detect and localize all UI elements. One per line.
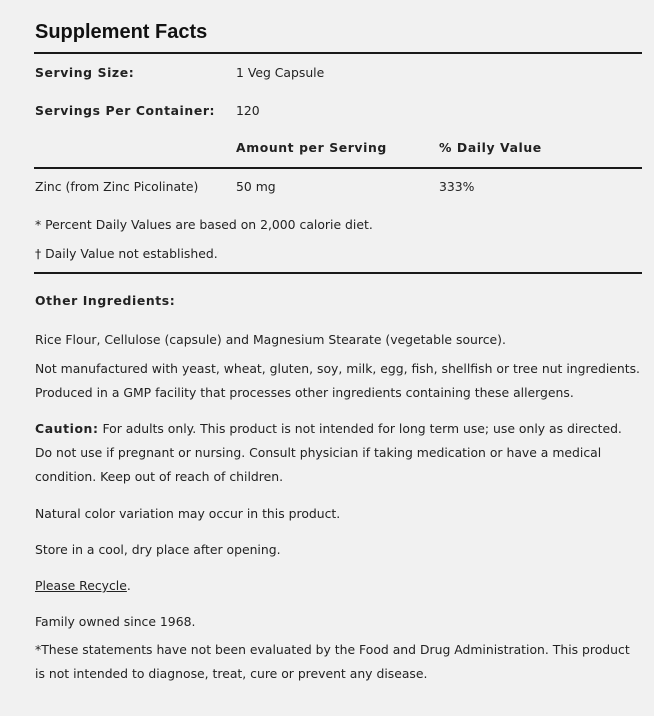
please-recycle-link[interactable]: Please Recycle [35, 578, 127, 593]
nutrient-daily-value: 333% [439, 179, 475, 194]
allergen-text: Not manufactured with yeast, wheat, gluten, soy, milk, egg, fish, shellfish or tree nut ingredients. Produced in a GMP facility that processes other ingredients containing these allergens. [35, 361, 640, 400]
color-note: Natural color variation may occur in this product. [35, 506, 341, 521]
serving-size-label: Serving Size: [35, 65, 135, 80]
footnote-dagger: † Daily Value not established. [35, 246, 218, 261]
footnote-percent: * Percent Daily Values are based on 2,000 calorie diet. [35, 217, 373, 232]
column-header-amount: Amount per Serving [236, 140, 387, 155]
page-title: Supplement Facts [35, 21, 208, 43]
caution-text: For adults only. This product is not intended for long term use; use only as directed. Do not use if pregnant or nursing. Consult physician if taking medication or have a medical condition. Keep out of reach of children. [35, 421, 622, 484]
nutrient-name: Zinc (from Zinc Picolinate) [35, 179, 199, 194]
family-note: Family owned since 1968. [35, 614, 196, 629]
storage-note: Store in a cool, dry place after opening. [35, 542, 281, 557]
servings-per-container-value: 120 [236, 103, 260, 118]
fda-disclaimer: *These statements have not been evaluated by the Food and Drug Administration. This product is not intended to diagnose, treat, cure or prevent any disease. [35, 642, 630, 681]
other-ingredients-text: Rice Flour, Cellulose (capsule) and Magnesium Stearate (vegetable source). [35, 332, 506, 347]
caution-paragraph [35, 417, 641, 489]
recycle-note [35, 574, 641, 598]
section-divider [34, 272, 642, 274]
title-divider [34, 52, 642, 54]
column-header-daily-value: % Daily Value [439, 140, 542, 155]
servings-per-container-label: Servings Per Container: [35, 103, 216, 118]
nutrient-amount: 50 mg [236, 179, 276, 194]
recycle-suffix: . [126, 578, 131, 593]
table-header-divider [34, 167, 642, 169]
serving-size-value: 1 Veg Capsule [236, 65, 325, 80]
other-ingredients-label: Other Ingredients: [35, 293, 176, 308]
caution-label: Caution: [35, 421, 99, 436]
